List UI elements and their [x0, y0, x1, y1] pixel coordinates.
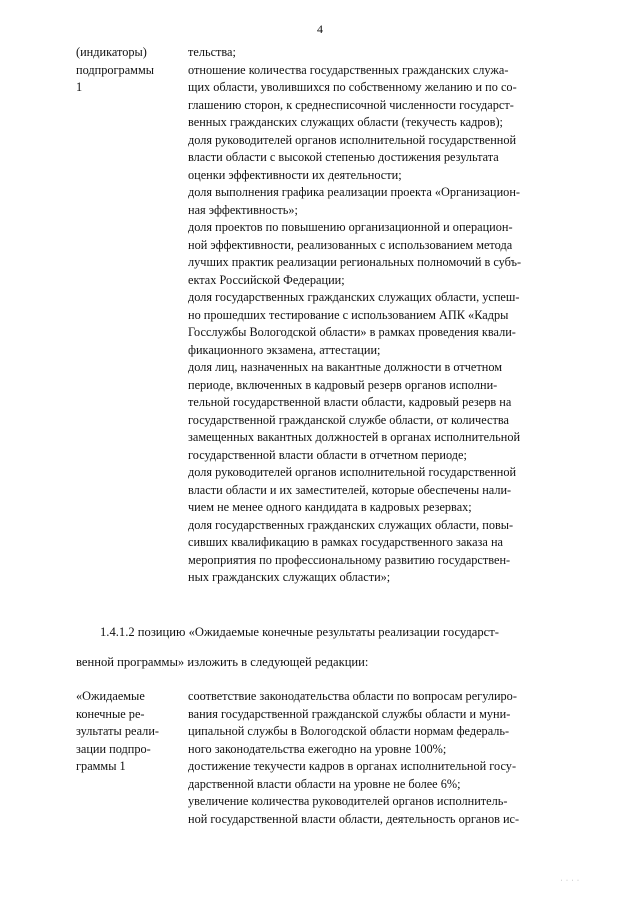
page-number: 4	[317, 22, 323, 36]
text-line: щих области, уволившихся по собственному желанию и по со-	[188, 80, 517, 94]
text-line: доля выполнения графика реализации проекта «Организацион-	[188, 185, 520, 199]
text-line: доля лиц, назначенных на вакантные должности в отчетном	[188, 360, 503, 374]
text-line: государственной власти области в отчетном периоде;	[188, 447, 467, 462]
text-line: чием не менее одного кандидата в кадровых резервах;	[188, 500, 472, 514]
text-line: оценки эффективности их деятельности;	[188, 167, 402, 182]
label-line: граммы 1	[76, 759, 126, 773]
text-line: ципальной службы в Вологодской области нормам федераль-	[188, 724, 510, 738]
footer-mark: · · · ·	[560, 878, 580, 884]
text-line: соответствие законодательства области по вопросам регулиро-	[188, 689, 517, 703]
paragraph-line-2: венной программы» изложить в следующей редакции:	[76, 655, 369, 669]
text-line: тельной государственной власти области, кадровый резерв на	[188, 395, 512, 409]
label-line: конечные ре-	[76, 706, 145, 721]
text-line: сивших квалификацию в рамках государственного заказа на	[188, 535, 503, 549]
text-line: ная эффективность»;	[188, 202, 298, 217]
text-line: отношение количества государственных гражданских служа-	[188, 62, 509, 77]
indicators-label	[76, 44, 188, 587]
label-line: 1	[76, 80, 83, 94]
text-line: доля руководителей органов исполнительной государственной	[188, 132, 517, 147]
text-line: лучших практик реализации региональных полномочий в субъ-	[188, 255, 522, 269]
text-line: доля государственных гражданских служащих области, повы-	[188, 517, 514, 532]
label-line: «Ожидаемые	[76, 689, 145, 703]
expected-results-block	[76, 688, 606, 828]
text-line: периоде, включенных в кадровый резерв органов исполни-	[188, 377, 498, 392]
expected-results-label	[76, 688, 188, 828]
text-line: венных гражданских служащих области (текучесть кадров);	[188, 115, 503, 129]
text-line: доля государственных гражданских служащих области, успеш-	[188, 290, 520, 304]
text-line: увеличение количества руководителей органов исполнитель-	[188, 794, 508, 808]
indicators-block	[76, 44, 606, 587]
expected-results-content	[188, 688, 606, 828]
label-line: зации подпро-	[76, 741, 151, 756]
text-line: ектах Российской Федерации;	[188, 272, 345, 287]
text-line: фикационного экзамена, аттестации;	[188, 342, 381, 357]
text-line: власти области с высокой степенью достижения результата	[188, 150, 499, 164]
label-line: зультаты реали-	[76, 724, 159, 738]
text-line: власти области и их заместителей, которые обеспечены нали-	[188, 482, 512, 497]
indicators-content	[188, 44, 606, 587]
text-line: достижение текучести кадров в органах исполнительной госу-	[188, 759, 517, 773]
text-line: дарственной власти области на уровне не более 6%;	[188, 776, 461, 791]
text-line: ной государственной власти области, деятельность органов ис-	[188, 811, 520, 826]
text-line: Госслужбы Вологодской области» в рамках проведения квали-	[188, 325, 516, 339]
text-line: мероприятия по профессиональному развитию государствен-	[188, 552, 511, 567]
text-line: ного законодательства ежегодно на уровне 100%;	[188, 741, 447, 756]
paragraph-line-1: 1.4.1.2 позицию «Ожидаемые конечные результаты реализации государст-	[100, 625, 499, 639]
label-line: подпрограммы	[76, 62, 154, 77]
text-line: вания государственной гражданской службы области и муни-	[188, 706, 511, 721]
text-line: государственной гражданской службе области, от количества	[188, 412, 509, 427]
text-line: доля руководителей органов исполнительной государственной	[188, 465, 517, 479]
text-line: глашению сторон, к среднесписочной численности государст-	[188, 97, 514, 112]
label-line: (индикаторы)	[76, 45, 147, 59]
text-line: ной эффективности, реализованных с использованием метода	[188, 237, 513, 252]
text-line: замещенных вакантных должностей в органах исполнительной	[188, 430, 521, 444]
text-line: но прошедших тестирование с использованием АПК «Кадры	[188, 307, 509, 322]
text-line: ных гражданских служащих области»;	[188, 570, 391, 584]
text-line: доля проектов по повышению организационной и операцион-	[188, 220, 513, 234]
text-line: тельства;	[188, 45, 236, 59]
